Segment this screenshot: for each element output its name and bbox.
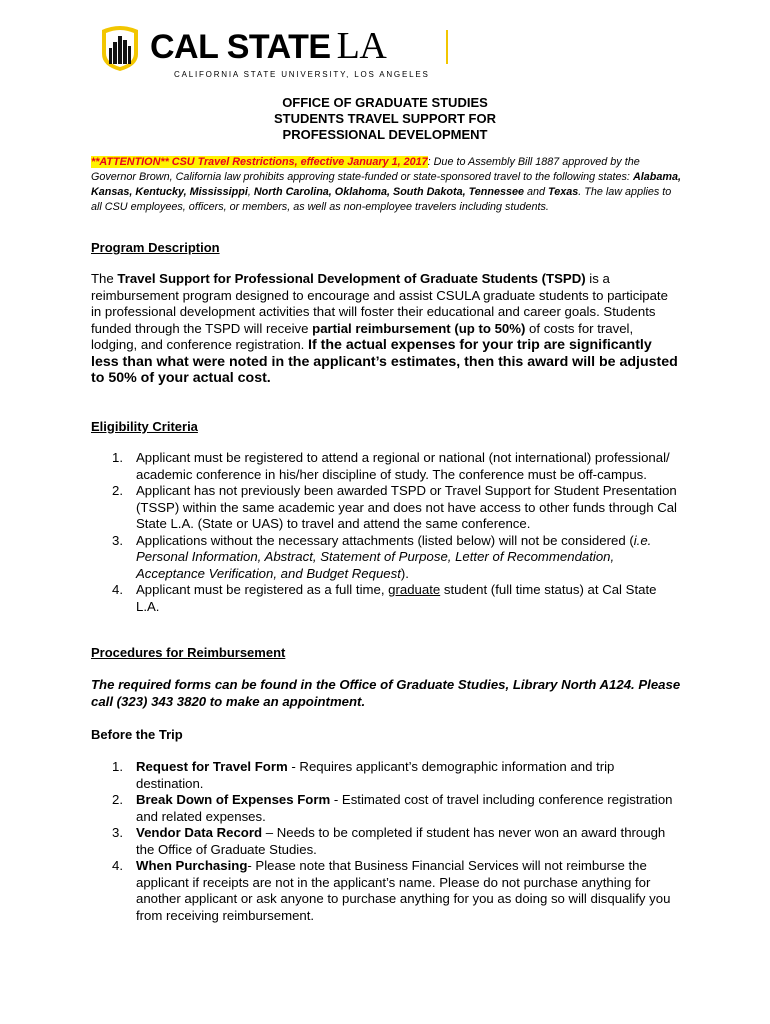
graduate-underlined: graduate — [388, 582, 441, 597]
list-item — [91, 858, 681, 924]
title-line-3: PROFESSIONAL DEVELOPMENT — [282, 127, 488, 142]
restricted-states-1: Alabama, Kansas, Kentucky, Mississippi — [91, 171, 681, 198]
attention-text-2: . The law applies to all CSU employees, officers, or members, as well as non-employee travelers including students. — [91, 186, 672, 213]
list-number: 4. — [112, 858, 123, 873]
restricted-states-2: North Carolina, Oklahoma, South Dakota, Tennessee — [253, 186, 525, 198]
restricted-states-3: Texas — [548, 186, 579, 198]
list-number: 2. — [112, 792, 123, 807]
logo-wordmark — [150, 26, 386, 67]
list-item-text: – Needs to be completed if student has never won an award through the Office of Graduate Studies. — [136, 825, 666, 857]
list-number: 4. — [112, 582, 123, 597]
list-item-text: - Please note that Business Financial Services will not reimburse the applicant if receipts are not in the applicant’s name. Please do not purchase anything for another applicant or ask anyone to purchase anything for you as doing so will disqualify you from receiving reimbursement. — [136, 858, 671, 923]
list-item — [91, 582, 681, 615]
logo-name-la: LA — [336, 25, 387, 67]
form-title: Vendor Data Record — [136, 825, 263, 840]
program-text-2: is a reimbursement program designed to encourage and assist CSULA graduate students to participate in professional development activities that will foster their educational and career goals. Students funded through the TSPD will receive — [91, 271, 668, 336]
required-forms-note: The required forms can be found in the Office of Graduate Studies, Library North A124. Please call (323) 343 3820 to make an appointment. — [91, 677, 681, 709]
list-number: 1. — [112, 759, 123, 774]
eligibility-list — [91, 450, 681, 615]
list-number: 3. — [112, 825, 123, 840]
before-the-trip-heading: Before the Trip — [91, 727, 183, 742]
list-item — [91, 450, 681, 483]
list-number: 1. — [112, 450, 123, 465]
list-item-text-end: ). — [400, 565, 409, 581]
travel-restriction-notice — [91, 155, 681, 215]
form-title: Break Down of Expenses Form — [136, 792, 331, 807]
list-item-text: Applicant has not previously been awarded TSPD or Travel Support for Student Presentation (TSSP) within the same academic year and does not have access to other funds through Cal State L.A. (State or UAS) to travel and attend the same conference. — [136, 483, 677, 531]
attention-warning: **ATTENTION** CSU Travel Restrictions, effective January 1, 2017 — [91, 156, 428, 168]
list-item-text: Applicant must be registered to attend a regional or national (not international) professional/ academic conference in his/her discipline of study. The conference must be off-campus. — [136, 450, 670, 482]
program-description-text — [91, 271, 681, 387]
eligibility-criteria-heading: Eligibility Criteria — [91, 419, 198, 434]
program-text-1: The — [91, 271, 118, 286]
partial-reimbursement: partial reimbursement (up to 50%) — [312, 320, 526, 336]
logo-name-main: CAL STATE — [150, 28, 331, 66]
list-item-text: Applications without the necessary attachments (listed below) will not be considered ( — [136, 532, 634, 548]
list-number: 3. — [112, 532, 123, 548]
before-trip-list — [91, 759, 681, 924]
list-item — [91, 792, 681, 825]
list-item — [91, 759, 681, 792]
list-item-text: - Estimated cost of travel including conference registration and related expenses. — [136, 792, 673, 824]
logo-subtitle: CALIFORNIA STATE UNIVERSITY, LOS ANGELES — [174, 70, 430, 79]
logo-divider — [446, 30, 448, 64]
list-item — [91, 483, 681, 533]
attention-text-1: : Due to Assembly Bill 1887 approved by the Governor Brown, California law prohibits approving state-funded or state-sponsored travel to the following states: — [91, 156, 640, 183]
list-item-text: Applicant must be registered as a full time, — [136, 582, 389, 597]
award-adjustment-note: If the actual expenses for your trip are significantly less than what were noted in the applicant’s estimates, then this award will be adjusted to 50% of your actual cost. — [91, 337, 678, 386]
list-item-text-end: student (full time status) at Cal State L.A. — [136, 582, 657, 614]
list-item-text: - Requires applicant’s demographic information and trip destination. — [136, 759, 615, 791]
document-title — [0, 95, 770, 143]
program-text-3: of costs for travel, lodging, and conference registration. — [91, 320, 634, 352]
list-item — [91, 825, 681, 858]
procedures-heading: Procedures for Reimbursement — [91, 645, 286, 660]
form-title: When Purchasing — [136, 858, 248, 873]
list-item — [91, 533, 681, 583]
title-line-2: STUDENTS TRAVEL SUPPORT FOR — [274, 111, 496, 126]
form-title: Request for Travel Form — [136, 759, 288, 774]
title-line-1: OFFICE OF GRADUATE STUDIES — [282, 95, 488, 110]
attention-and: and — [524, 186, 549, 198]
program-description-heading: Program Description — [91, 240, 220, 255]
required-attachments: i.e. Personal Information, Abstract, Statement of Purpose, Letter of Recommendation, Acceptance Verification, and Budget Request — [136, 532, 652, 581]
cal-state-la-logo — [98, 24, 458, 84]
attention-comma: , — [247, 186, 254, 198]
program-name: Travel Support for Professional Development of Graduate Students (TSPD) — [117, 271, 586, 286]
university-emblem-icon — [98, 24, 142, 72]
list-number: 2. — [112, 483, 123, 498]
